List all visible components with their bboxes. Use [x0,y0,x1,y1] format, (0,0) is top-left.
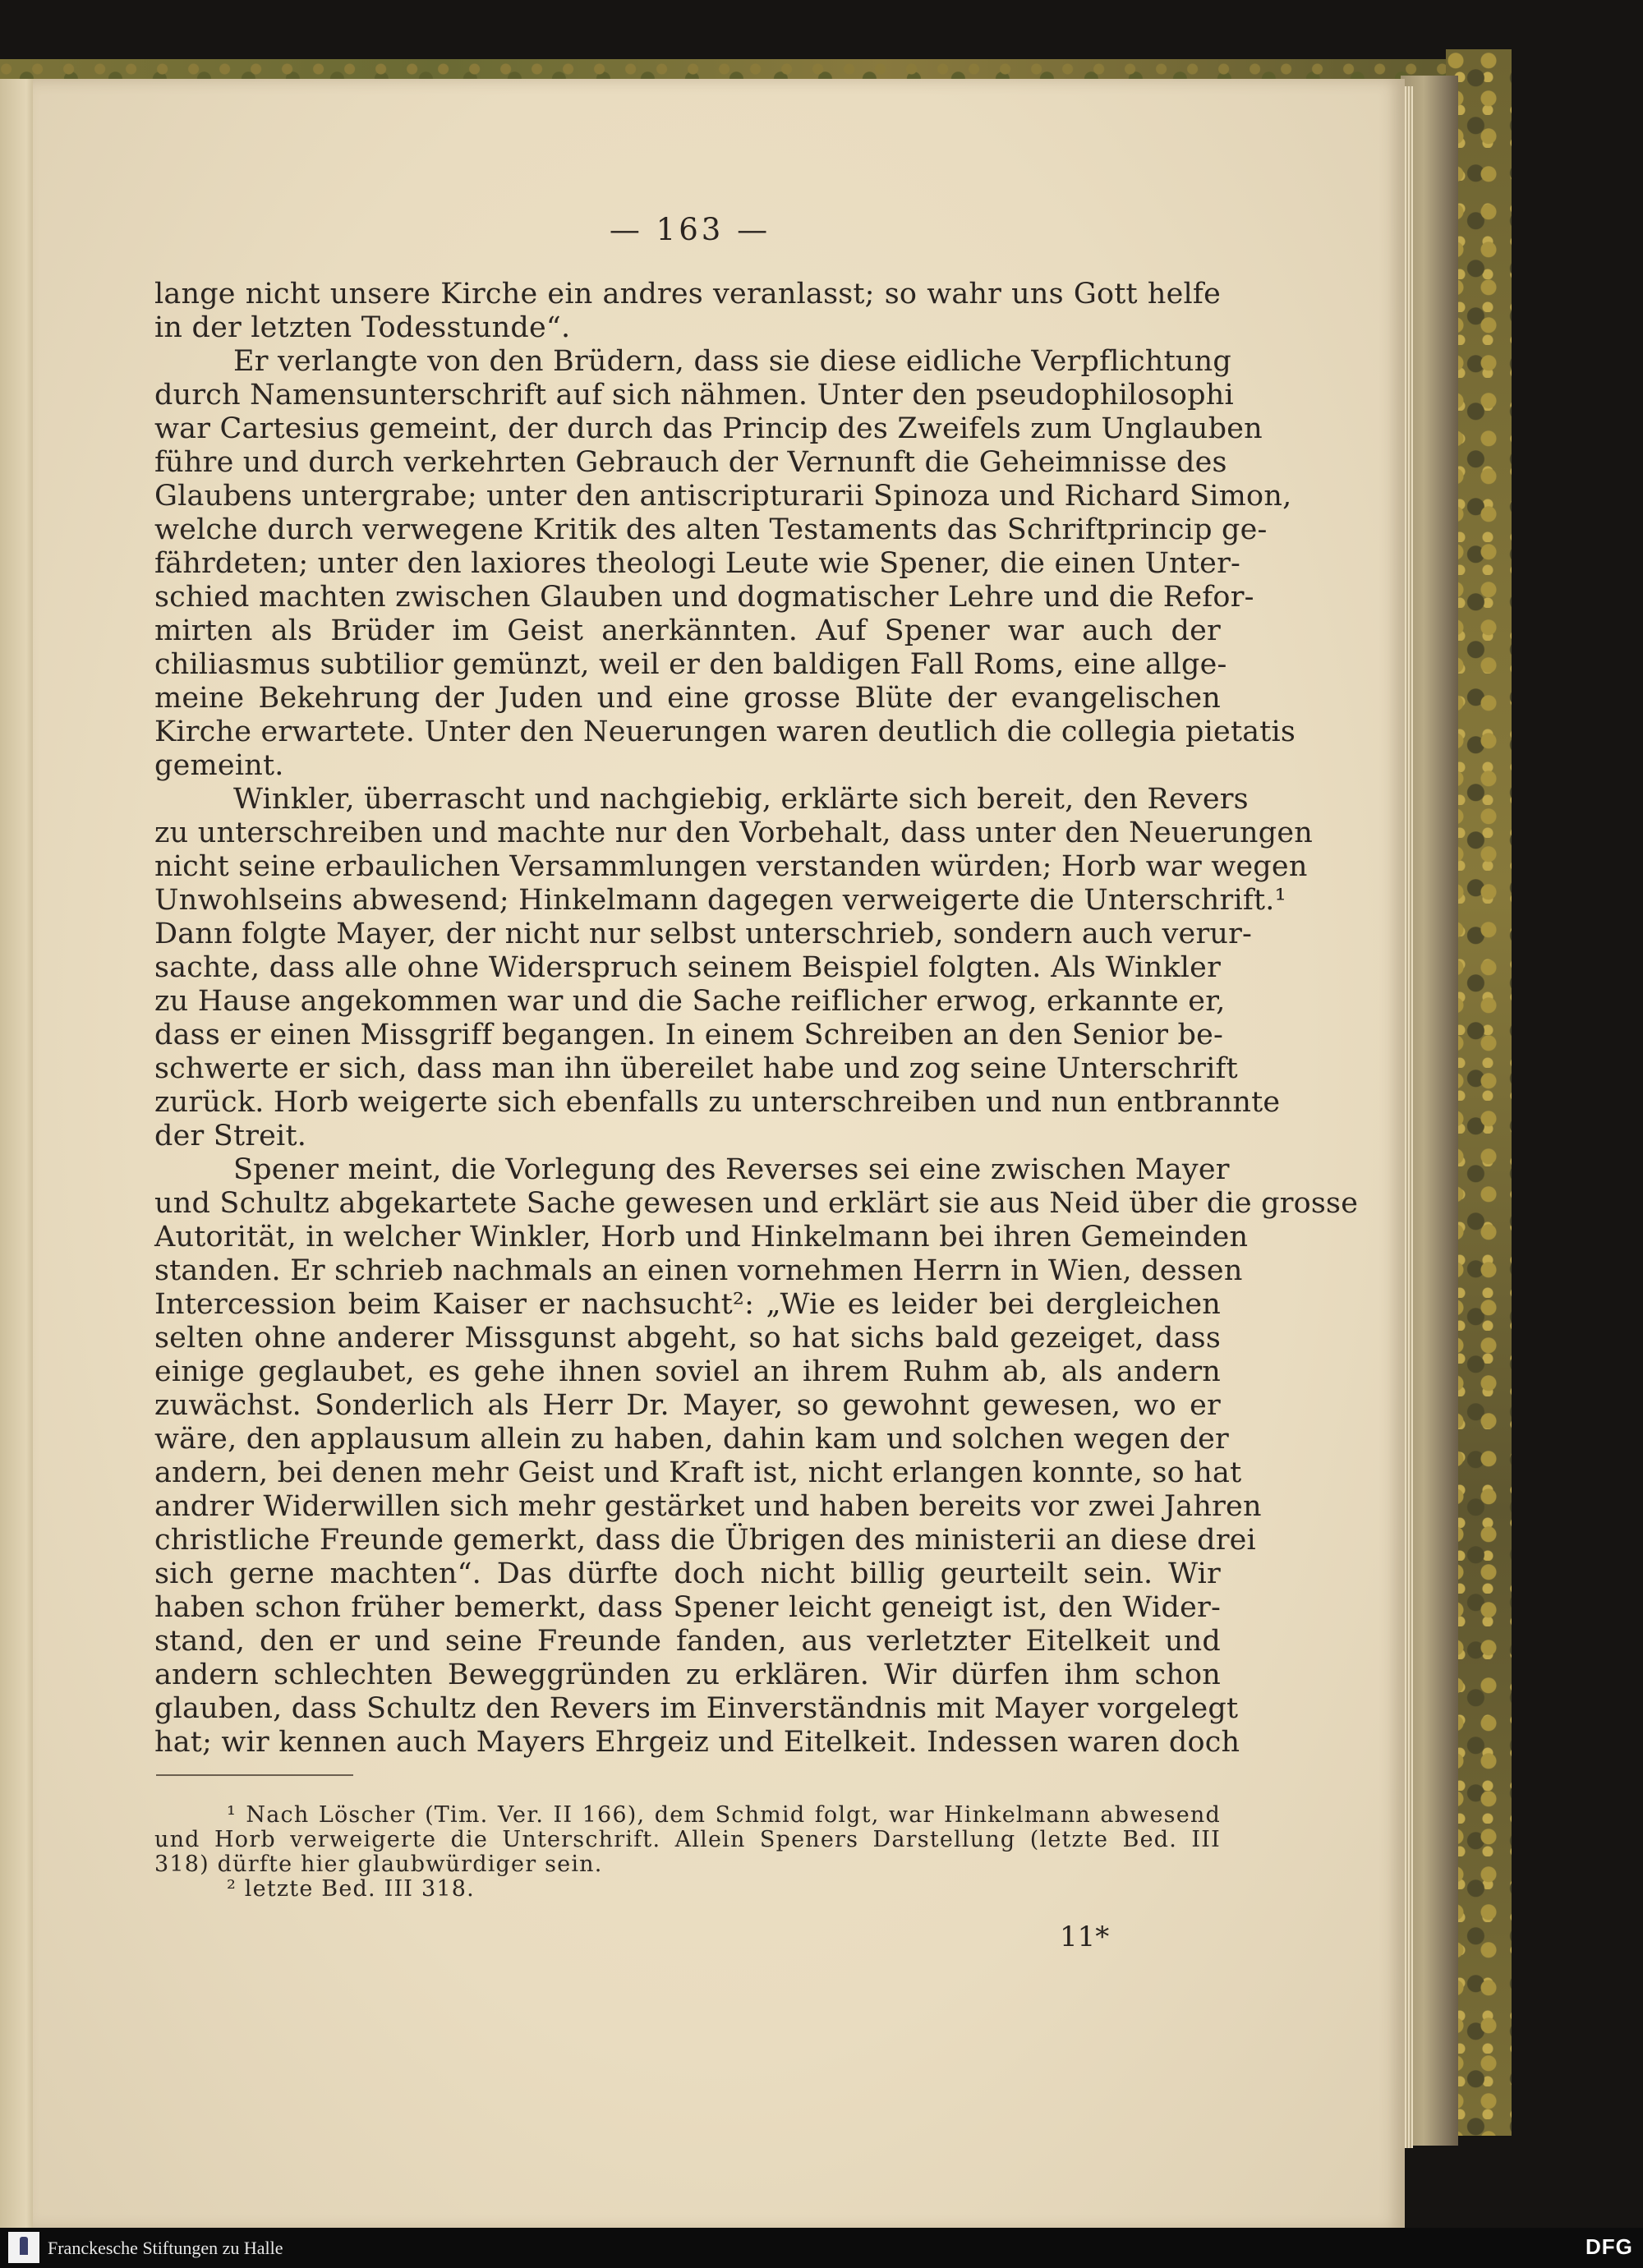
text-line: einige geglaubet, es gehe ihnen soviel an ihrem Ruhm ab, als andern [154,1355,1221,1388]
text-line: Unwohlseins abwesend; Hinkelmann dagegen verweigerte die Unterschrift.¹ [154,884,1286,917]
text-line: stand, den er und seine Freunde fanden, aus verletzter Eitelkeit und [154,1625,1221,1658]
text-line: Intercession beim Kaiser er nachsucht²: „Wie es leider bei dergleichen [154,1288,1221,1321]
footnote-divider [156,1774,353,1776]
signature-mark: 11* [1060,1921,1110,1953]
text-line: und Schultz abgekartete Sache gewesen und erklärt sie aus Neid über die grosse [154,1187,1359,1220]
page-body-text [154,278,1359,1760]
text-line: in der letzten Todesstunde“. [154,311,571,344]
text-line: meine Bekehrung der Juden und eine grosse Blüte der evangelischen [154,682,1221,715]
text-line: welche durch verwegene Kritik des alten Testaments das Schriftprincip ge- [154,513,1268,546]
text-line: Spener meint, die Vorlegung des Reverses sei eine zwischen Mayer [233,1153,1230,1186]
text-line: zu unterschreiben und machte nur den Vorbehalt, dass unter den Neuerungen [154,817,1314,849]
text-line: schied machten zwischen Glauben und dogmatischer Lehre und die Refor- [154,581,1254,614]
text-line: sich gerne machten“. Das dürfte doch nicht billig geurteilt sein. Wir [154,1557,1221,1590]
dfg-logo: DFG [1585,2234,1633,2259]
text-line: schwerte er sich, dass man ihn übereilet habe und zog seine Unterschrift [154,1052,1238,1085]
text-line: Winkler, überrascht und nachgiebig, erklärte sich bereit, den Revers [233,783,1249,816]
text-line: Glaubens untergrabe; unter den antiscripturarii Spinoza und Richard Simon, [154,480,1292,513]
page-number: — 163 — [609,212,771,247]
text-line: andern schlechten Beweggründen zu erklären. Wir dürfen ihm schon [154,1658,1221,1691]
footnote-line: und Horb verweigerte die Unterschrift. Allein Speners Darstellung (letzte Bed. III [154,1827,1221,1852]
text-line: wäre, den applausum allein zu haben, dahin kam und solchen wegen der [154,1423,1229,1456]
text-line: der Streit. [154,1120,307,1152]
text-line: andern, bei denen mehr Geist und Kraft ist, nicht erlangen konnte, so hat [154,1456,1242,1489]
text-line: zurück. Horb weigerte sich ebenfalls zu unterschreiben und nun entbrannte [154,1086,1281,1119]
institution-name: Franckesche Stiftungen zu Halle [48,2238,283,2258]
text-line: selten ohne anderer Missgunst abgeht, so hat sichs bald gezeiget, dass [154,1322,1221,1355]
text-line: lange nicht unsere Kirche ein andres veranlasst; so wahr uns Gott helfe [154,278,1221,311]
footnotes [154,1803,1221,1902]
footnote-line: ² letzte Bed. III 318. [227,1876,475,1902]
text-line: gemeint. [154,749,284,782]
text-line: mirten als Brüder im Geist anerkännten. Auf Spener war auch der [154,614,1221,647]
text-line: Kirche erwartete. Unter den Neuerungen waren deutlich die collegia pietatis [154,715,1296,748]
text-line: zu Hause angekommen war und die Sache reiflicher erwog, erkannte er, [154,985,1226,1018]
institution-logo-icon [8,2232,39,2263]
text-line: chiliasmus subtilior gemünzt, weil er den baldigen Fall Roms, eine allge- [154,648,1227,681]
text-line: führe und durch verkehrten Gebrauch der Vernunft die Geheimnisse des [154,446,1227,479]
text-line: Er verlangte von den Brüdern, dass sie diese eidliche Verpflichtung [233,345,1231,378]
text-line: dass er einen Missgriff begangen. In einem Schreiben an den Senior be- [154,1019,1224,1051]
text-line: Autorität, in welcher Winkler, Horb und Hinkelmann bei ihren Gemeinden [154,1221,1249,1254]
text-line: christliche Freunde gemerkt, dass die Übrigen des ministerii an diese drei [154,1524,1256,1557]
footnote-line: 318) dürfte hier glaubwürdiger sein. [154,1852,603,1877]
footnote-line: ¹ Nach Löscher (Tim. Ver. II 166), dem Schmid folgt, war Hinkelmann abwesend [227,1802,1221,1828]
text-line: haben schon früher bemerkt, dass Spener leicht geneigt ist, den Wider- [154,1591,1221,1624]
text-line: nicht seine erbaulichen Versammlungen verstanden würden; Horb war wegen [154,850,1308,883]
text-line: zuwächst. Sonderlich als Herr Dr. Mayer, so gewohnt gewesen, wo er [154,1389,1221,1422]
text-line: sachte, dass alle ohne Widerspruch seinem Beispiel folgten. Als Winkler [154,951,1221,984]
text-line: standen. Er schrieb nachmals an einen vornehmen Herrn in Wien, dessen [154,1254,1243,1287]
text-line: fährdeten; unter den laxiores theologi Leute wie Spener, die einen Unter- [154,547,1241,580]
text-line: war Cartesius gemeint, der durch das Princip des Zweifels zum Unglauben [154,412,1263,445]
text-line: glauben, dass Schultz den Revers im Einverständnis mit Mayer vorgelegt [154,1692,1239,1725]
text-line: hat; wir kennen auch Mayers Ehrgeiz und Eitelkeit. Indessen waren doch [154,1726,1240,1759]
text-line: Dann folgte Mayer, der nicht nur selbst unterschrieb, sondern auch verur- [154,918,1253,950]
text-line: andrer Widerwillen sich mehr gestärket und haben bereits vor zwei Jahren [154,1490,1262,1523]
text-line: durch Namensunterschrift auf sich nähmen. Unter den pseudophilosophi [154,379,1234,412]
